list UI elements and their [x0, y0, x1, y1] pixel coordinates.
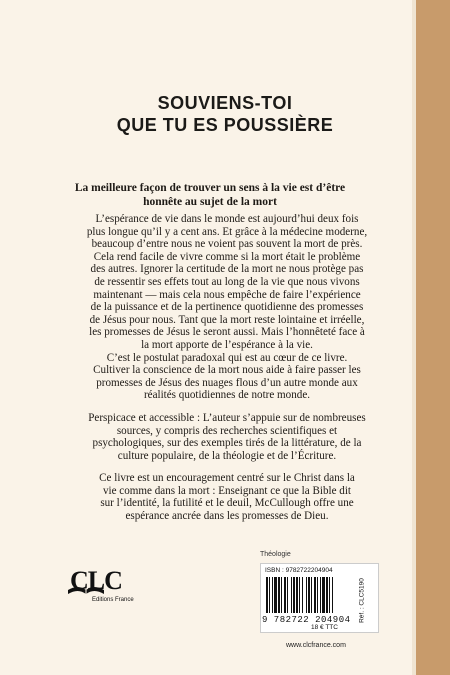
barcode-bar	[284, 577, 286, 613]
barcode-bar	[299, 577, 300, 613]
book-title	[0, 92, 450, 136]
body-line: plus longue qu’il y a cent ans. Et grâce à la médecine moderne,	[86, 225, 368, 238]
body-line: L’espérance de vie dans le monde est aujourd’hui deux fois	[95, 213, 359, 225]
barcode-bar	[317, 577, 318, 613]
paragraph-gap	[86, 462, 368, 472]
barcode-bar	[272, 577, 273, 613]
barcode-bar	[293, 577, 295, 613]
body-line: des autres. Ignorer la certitude de la mort ne nous protège pas	[90, 263, 364, 276]
body-line: vie comme dans la mort : Enseignant ce que la Bible dit	[102, 484, 351, 497]
barcode-bar	[306, 577, 307, 613]
title-line-1: SOUVIENS-TOI	[157, 93, 293, 113]
lead-line-1: La meilleure façon de trouver un sens à la vie est d’être	[74, 182, 346, 194]
isbn-text: ISBN : 9782722204904	[265, 567, 333, 574]
barcode-bar	[308, 577, 310, 613]
body-line: beaucoup d’entre nous ne voient pas souvent la mort de près.	[91, 238, 363, 251]
body-line: la mort apporte de l’espérance à la vie.	[141, 338, 313, 351]
barcode-bar	[311, 577, 312, 613]
body-line: de la puissance et de la pertinence quotidienne des promesses	[90, 301, 364, 314]
barcode-bar	[326, 577, 328, 613]
barcode-bar	[322, 577, 325, 613]
barcode-bar	[269, 577, 270, 613]
lead-line-2: honnête au sujet de la mort	[143, 196, 277, 208]
barcode-bar	[302, 577, 303, 613]
title-line-2: QUE TU ES POUSSIÈRE	[116, 115, 334, 135]
price-text: 18 € TTC	[311, 624, 338, 631]
barcode-digits: 9 782722 204904	[262, 615, 351, 625]
barcode-bar	[281, 577, 282, 613]
body-line: C’est le postulat paradoxal qui est au cœur de ce livre.	[106, 351, 348, 364]
barcode-bar	[332, 577, 333, 613]
lead-paragraph	[60, 181, 360, 209]
body-line: sources, y compris des recherches scientifiques et	[116, 424, 338, 437]
publisher-name: Editions France	[92, 597, 134, 603]
body-text	[86, 213, 368, 523]
genre-label: Théologie	[260, 551, 291, 558]
body-line: de Jésus pour nous. Tant que la mort reste lointaine et irréelle,	[89, 313, 365, 326]
barcode-bar	[314, 577, 316, 613]
barcode-bar	[287, 577, 288, 613]
body-line: les promesses de Jésus le seront aussi. Mais l’honnêteté face à	[89, 326, 365, 339]
body-line: Cultiver la conscience de la mort nous aide à faire passer les	[93, 364, 361, 377]
barcode-bar	[266, 577, 268, 613]
barcode-bar	[320, 577, 321, 613]
reference-code: Réf. : CLC5190	[358, 578, 366, 623]
body-line: psychologiques, sur des exemples tirés de la littérature, de la	[92, 437, 362, 450]
body-line: culture populaire, de la théologie et de l’Écriture.	[117, 449, 337, 462]
barcode-bar	[291, 577, 292, 613]
barcode-bar	[278, 577, 280, 613]
publisher-url: www.clcfrance.com	[286, 642, 346, 649]
barcode-icon	[264, 577, 359, 615]
body-line: promesses de Jésus des nuages flous d’un autre monde aux	[96, 376, 358, 389]
body-line: maintenant — mais cela nous empêche de faire l’expérience	[93, 288, 361, 301]
body-line: de ressentir ses effets tout au long de la vie que nous vivons	[94, 275, 360, 288]
barcode-bar	[274, 577, 277, 613]
body-line: espérance ancrée dans les promesses de Dieu.	[125, 510, 329, 523]
body-line: Perspicace et accessible : L’auteur s’appuie sur de nombreuses	[88, 411, 366, 424]
barcode-bar	[296, 577, 298, 613]
body-line: sur l’identité, la futilité et le deuil, McCullough offre une	[100, 497, 354, 510]
publisher-logo: CLC	[70, 566, 122, 595]
body-line: Cela rend facile de vivre comme si la mort était le problème	[93, 250, 361, 263]
paragraph-gap	[86, 402, 368, 412]
body-line: Ce livre est un encouragement centré sur le Christ dans la	[99, 472, 355, 485]
barcode-bar	[329, 577, 330, 613]
body-line: réalités quotidiennes de notre monde.	[143, 389, 311, 402]
